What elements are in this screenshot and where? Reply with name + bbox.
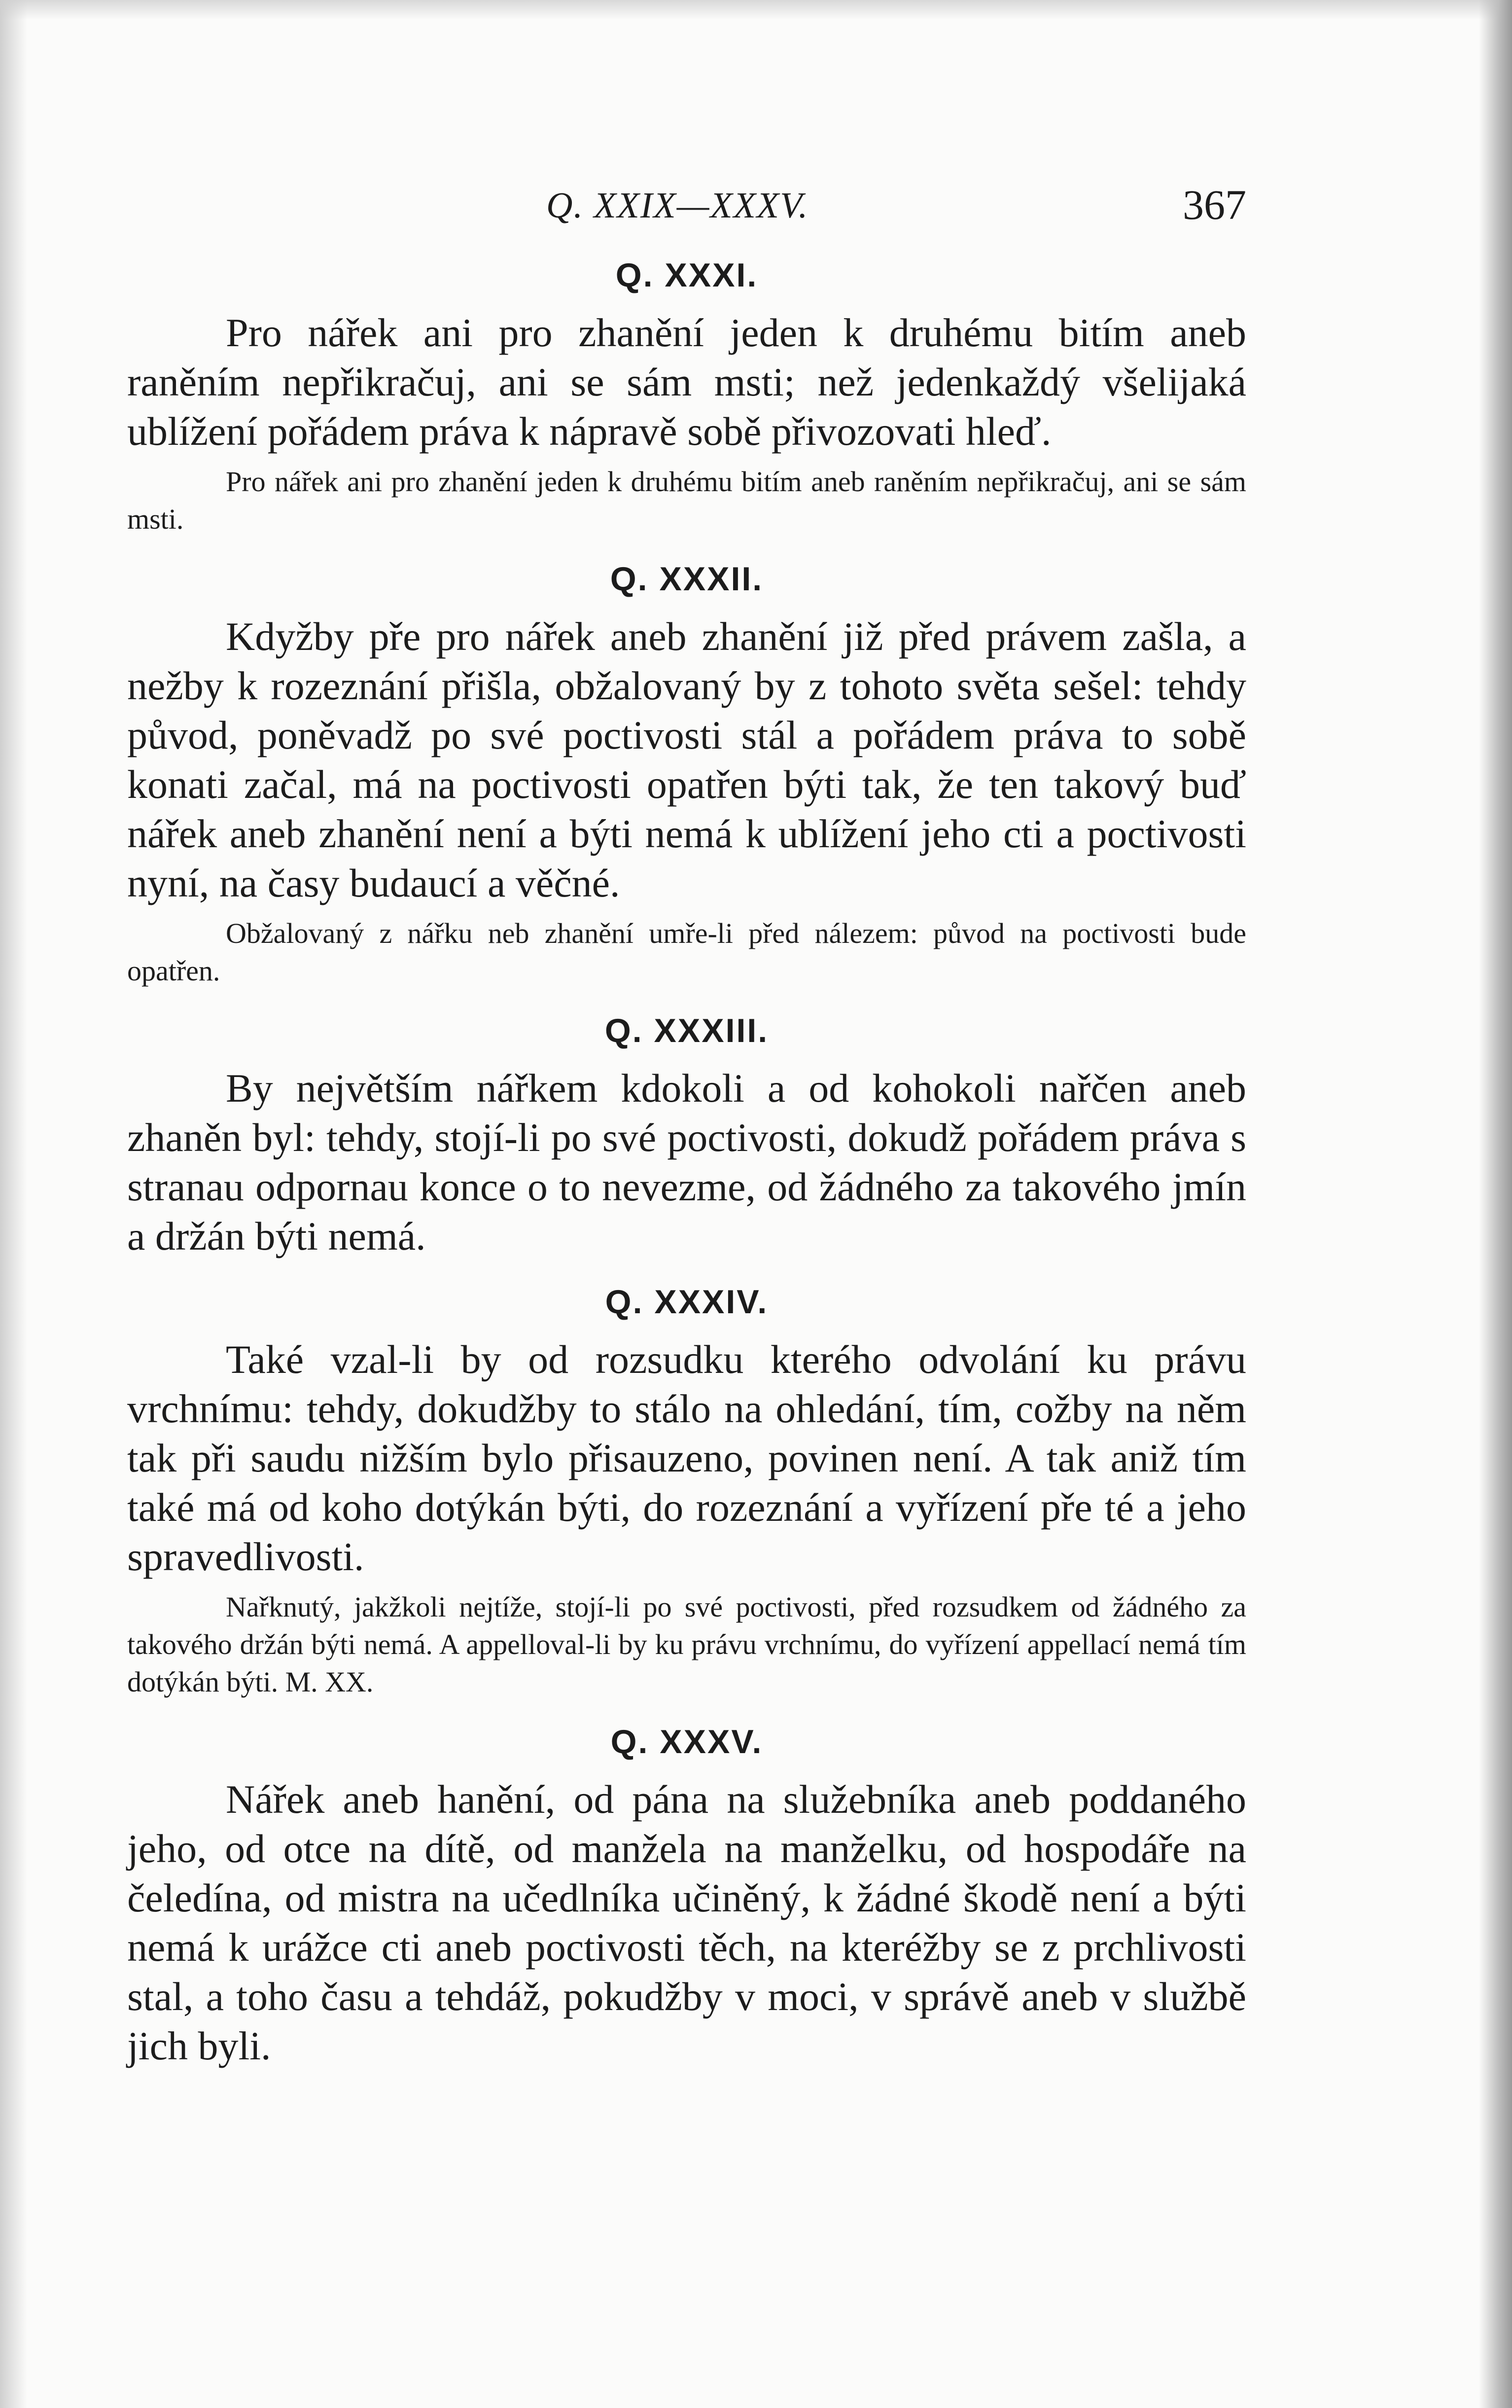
section-text: Také vzal-li by od rozsudku kterého odvolání ku právu vrchnímu: tehdy, dokudžby to stálo na ohledání, tím, cožby na něm tak při saudu nižším bylo přisauzeno, povinen není. A tak aniž tím také má od koho dotýkán býti, do rozeznání a vyřízení pře té a jeho spravedlivosti. [127, 1337, 1246, 1579]
scan-edge-right [1479, 0, 1512, 2408]
section-heading: Q. XXXIII. [604, 1012, 769, 1049]
running-title: Q. XXIX—XXXV. [546, 185, 809, 226]
section-text: Pro nářek ani pro zhanění jeden k druhému bitím aneb raněním nepřikračuj, ani se sám msti; než jedenkaždý všelijaká ublížení pořádem práva k nápravě sobě přivozovati hleď. [127, 310, 1246, 454]
section-note: Nařknutý, jakžkoli nejtíže, stojí-li po své poctivosti, před rozsudkem od žádného za takového držán býti nemá. A appelloval-li by ku právu vrchnímu, do vyřízení appellací nemá tím dotýkán býti. M. XX. [127, 1591, 1246, 1698]
scan-edge-left [0, 0, 27, 2408]
section-heading: Q. XXXIV. [605, 1283, 769, 1321]
text-block [127, 180, 1246, 2071]
section-text: Nářek aneb hanění, od pána na služebníka aneb poddaného jeho, od otce na dítě, od manžela na manželku, od hospodáře na čeledína, od mistra na učedlníka učiněný, k žádné škodě není a býti nemá k urážce cti aneb poctivosti těch, na kteréžby se z prchlivosti stal, a toho času a tehdáž, pokudžby v moci, v správě aneb v službě jich byli. [127, 1777, 1246, 2068]
section-text: Kdyžby pře pro nářek aneb zhanění již před právem zašla, a nežby k rozeznání přišla, obžalovaný by z tohoto světa sešel: tehdy původ, poněvadž po své poctivosti stál a pořádem práva to sobě konati začal, má na poctivosti opatřen býti tak, že ten takový buď nářek aneb zhanění není a býti nemá k ublížení jeho cti a poctivosti nyní, na časy budaucí a věčné. [127, 614, 1246, 905]
section-q-xxxiii [127, 1011, 1246, 1261]
section-q-xxxv [127, 1723, 1246, 2071]
section-q-xxxiv [127, 1283, 1246, 1701]
section-heading: Q. XXXII. [610, 560, 764, 598]
running-head [127, 180, 1246, 234]
page-number: 367 [1183, 181, 1246, 228]
section-heading: Q. XXXV. [610, 1723, 763, 1761]
scan-edge-top [0, 0, 1512, 20]
section-text: By největším nářkem kdokoli a od kohokoli nařčen aneb zhaněn byl: tehdy, stojí-li po své poctivosti, dokudž pořádem práva s stranau odpornau konce o to nevezme, od žádného za takového jmín a držán býti nemá. [127, 1066, 1246, 1258]
section-note: Pro nářek ani pro zhanění jeden k druhému bitím aneb raněním nepřikračuj, ani se sám msti. [127, 466, 1246, 535]
section-q-xxxii [127, 560, 1246, 990]
section-q-xxxi [127, 256, 1246, 538]
section-heading: Q. XXXI. [615, 256, 758, 294]
section-note: Obžalovaný z nářku neb zhanění umře-li před nálezem: původ na poctivosti bude opatřen. [127, 917, 1246, 987]
